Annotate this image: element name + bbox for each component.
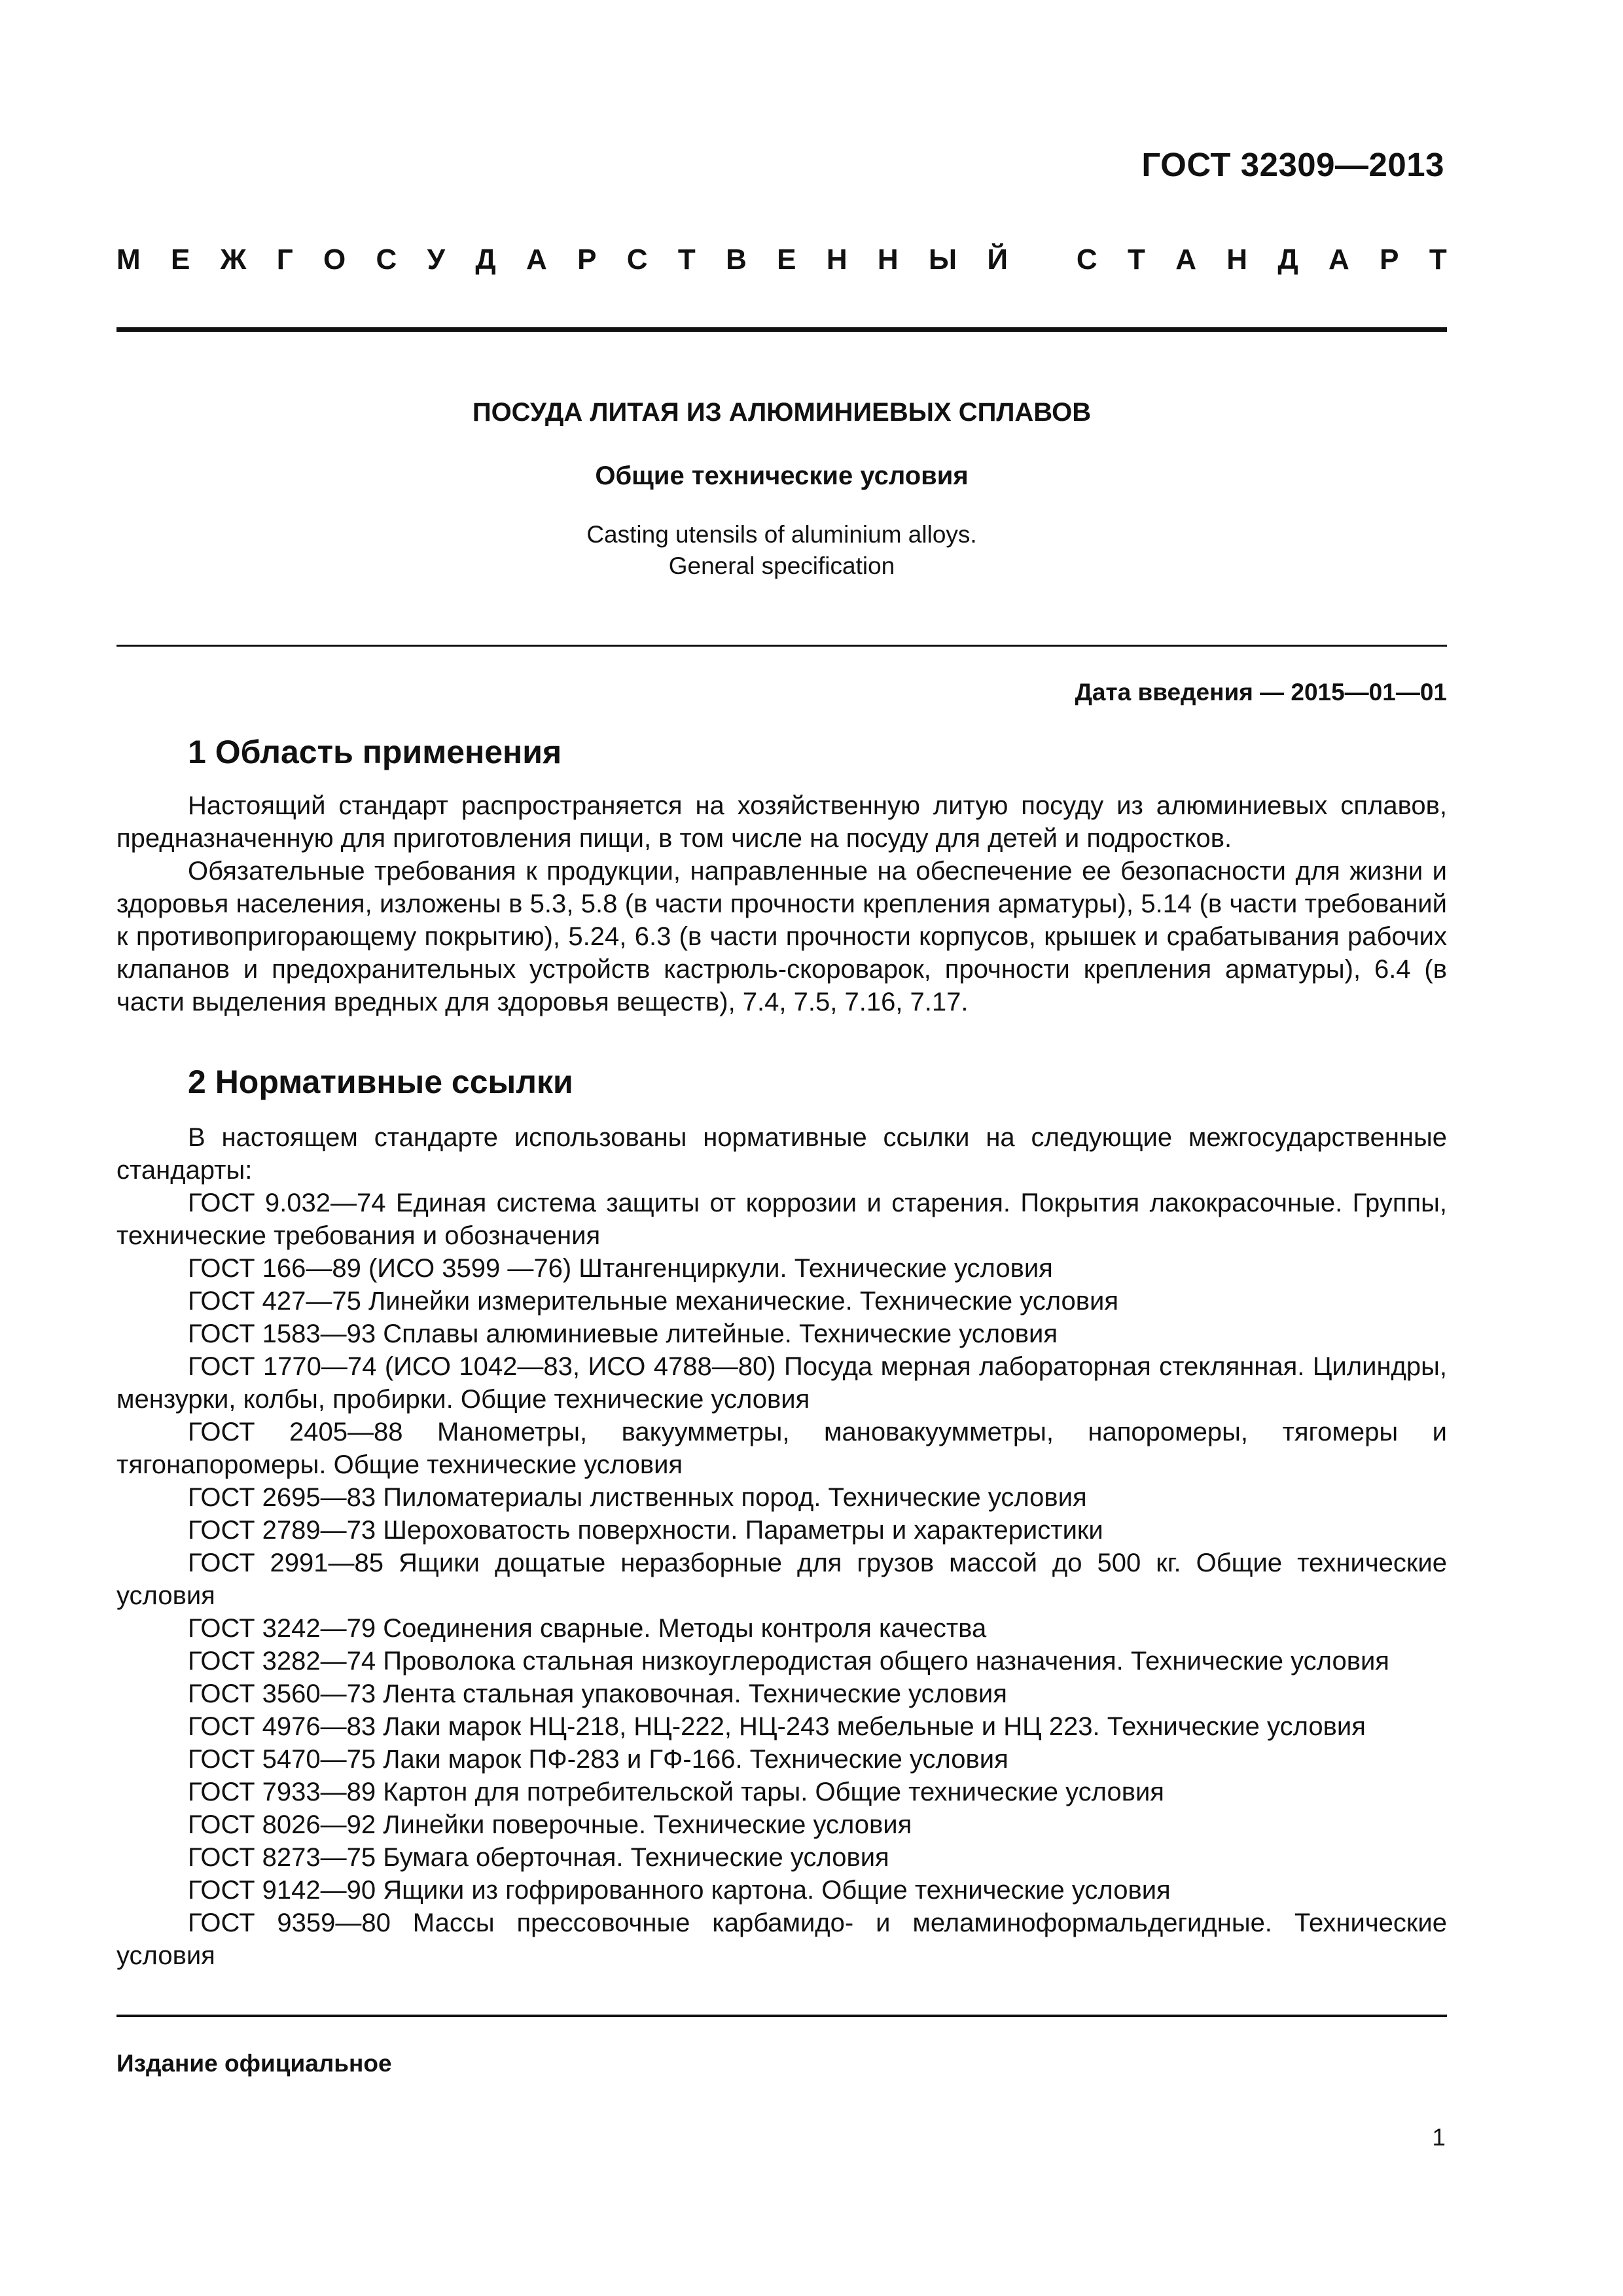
section2-paragraph: ГОСТ 1770—74 (ИСО 1042—83, ИСО 4788—80) Посуда мерная лабораторная стеклянная. Цилиндры, мензурки, колбы, пробирки. Общие технические условия xyxy=(116,1352,1447,1414)
english-title-line-1: Casting utensils of aluminium alloys. xyxy=(586,521,977,548)
section2-paragraph: ГОСТ 3282—74 Проволока стальная низкоуглеродистая общего назначения. Технические условия xyxy=(188,1647,1389,1676)
banner-letter: У xyxy=(427,243,446,276)
banner-letter: А xyxy=(1329,243,1349,276)
banner-letter: Г xyxy=(276,243,293,276)
section2-paragraph: ГОСТ 2405—88 Манометры, вакуумметры, мановакуумметры, напоромеры, тягомеры и тягонапоромеры. Общие технические условия xyxy=(116,1418,1447,1479)
english-title xyxy=(116,519,1447,582)
banner-letter: Е xyxy=(170,243,190,276)
section2-paragraph: ГОСТ 8273—75 Бумага оберточная. Технические условия xyxy=(188,1843,889,1872)
section2-paragraph: ГОСТ 9.032—74 Единая система защиты от коррозии и старения. Покрытия лакокрасочные. Группы, технические требования и обозначения xyxy=(116,1189,1447,1250)
banner-letter: Е xyxy=(777,243,796,276)
banner-letter: А xyxy=(1175,243,1196,276)
document-title: ПОСУДА ЛИТАЯ ИЗ АЛЮМИНИЕВЫХ СПЛАВОВ xyxy=(472,398,1092,427)
banner-word-gap xyxy=(1038,243,1046,276)
section1-paragraph: Настоящий стандарт распространяется на хозяйственную литую посуду из алюминиевых сплавов, предназначенную для приготовления пищи, в том числе на посуду для детей и подростков. xyxy=(116,791,1447,853)
title-rule xyxy=(116,645,1447,647)
banner-letter: Н xyxy=(1226,243,1248,276)
banner-letter: С xyxy=(376,243,397,276)
standard-number: ГОСТ 32309—2013 xyxy=(1141,146,1444,183)
footer-rule xyxy=(116,2015,1447,2017)
section2-paragraph: ГОСТ 1583—93 Сплавы алюминиевые литейные. Технические условия xyxy=(188,1319,1058,1348)
banner-letter: Д xyxy=(1277,243,1298,276)
section2-paragraph: ГОСТ 3242—79 Соединения сварные. Методы контроля качества xyxy=(188,1614,987,1643)
banner-letter: Т xyxy=(1429,243,1447,276)
edition-label: Издание официальное xyxy=(116,2050,392,2077)
banner-letter: А xyxy=(526,243,547,276)
section2-paragraph: ГОСТ 427—75 Линейки измерительные механические. Технические условия xyxy=(188,1287,1119,1316)
english-title-line-2: General specification xyxy=(668,552,895,579)
banner-letter: С xyxy=(626,243,648,276)
banner-letter: Ж xyxy=(220,243,247,276)
document-subtitle: Общие технические условия xyxy=(595,461,969,490)
section2-paragraph: ГОСТ 4976—83 Лаки марок НЦ-218, НЦ-222, НЦ-243 мебельные и НЦ 223. Технические условия xyxy=(188,1712,1366,1741)
section1-paragraph: Обязательные требования к продукции, направленные на обеспечение ее безопасности для жизни и здоровья населения, изложены в 5.3, 5.8 (в части прочности крепления арматуры), 5.14 (в части требований к противопригорающему покрытию), 5.24, 6.3 (в части прочности корпусов, крышек и срабатывания рабочих клапанов и предохранительных устройств кастрюль-скороварок, прочности крепления арматуры), 6.4 (в части выделения вредных для здоровья веществ), 7.4, 7.5, 7.16, 7.17. xyxy=(116,857,1447,1016)
section2-paragraph: ГОСТ 3560—73 Лента стальная упаковочная. Технические условия xyxy=(188,1679,1007,1708)
banner-letter: В xyxy=(726,243,747,276)
banner-letter: Т xyxy=(1127,243,1145,276)
banner-letter: Р xyxy=(577,243,597,276)
section-2-body xyxy=(116,1121,1447,1972)
section2-paragraph: ГОСТ 8026—92 Линейки поверочные. Технические условия xyxy=(188,1810,912,1839)
banner-letter: С xyxy=(1076,243,1097,276)
section2-paragraph: ГОСТ 7933—89 Картон для потребительской тары. Общие технические условия xyxy=(188,1778,1164,1806)
banner-letter: Ы xyxy=(929,243,957,276)
section2-paragraph: ГОСТ 2695—83 Пиломатериалы лиственных пород. Технические условия xyxy=(188,1483,1087,1512)
banner-letter: О xyxy=(323,243,346,276)
banner-letter: М xyxy=(116,243,141,276)
section2-paragraph: ГОСТ 2991—85 Ящики дощатые неразборные для грузов массой до 500 кг. Общие технические условия xyxy=(116,1549,1447,1610)
section2-paragraph: ГОСТ 9142—90 Ящики из гофрированного картона. Общие технические условия xyxy=(188,1876,1171,1905)
banner-letter: Т xyxy=(677,243,696,276)
introduction-date: Дата введения — 2015—01—01 xyxy=(1075,679,1447,706)
standard-type-banner xyxy=(116,243,1447,276)
banner-letter: Д xyxy=(475,243,496,276)
banner-letter: Р xyxy=(1380,243,1399,276)
section2-paragraph: ГОСТ 2789—73 Шероховатость поверхности. Параметры и характеристики xyxy=(188,1516,1103,1545)
banner-letter: Н xyxy=(826,243,847,276)
header-rule xyxy=(116,327,1447,332)
section-1-body xyxy=(116,789,1447,1018)
section2-paragraph: ГОСТ 166—89 (ИСО 3599 —76) Штангенциркули. Технические условия xyxy=(188,1254,1053,1283)
section2-paragraph: В настоящем стандарте использованы нормативные ссылки на следующие межгосударственные стандарты: xyxy=(116,1123,1447,1185)
section-2-heading: 2 Нормативные ссылки xyxy=(188,1064,573,1100)
banner-letter: Н xyxy=(877,243,899,276)
section-1-heading: 1 Область применения xyxy=(188,734,562,770)
section2-paragraph: ГОСТ 9359—80 Массы прессовочные карбамидо- и меламиноформальдегидные. Технические условия xyxy=(116,1909,1447,1970)
page-number: 1 xyxy=(1432,2124,1446,2151)
section2-paragraph: ГОСТ 5470—75 Лаки марок ПФ-283 и ГФ-166. Технические условия xyxy=(188,1745,1008,1774)
banner-letter: Й xyxy=(987,243,1008,276)
